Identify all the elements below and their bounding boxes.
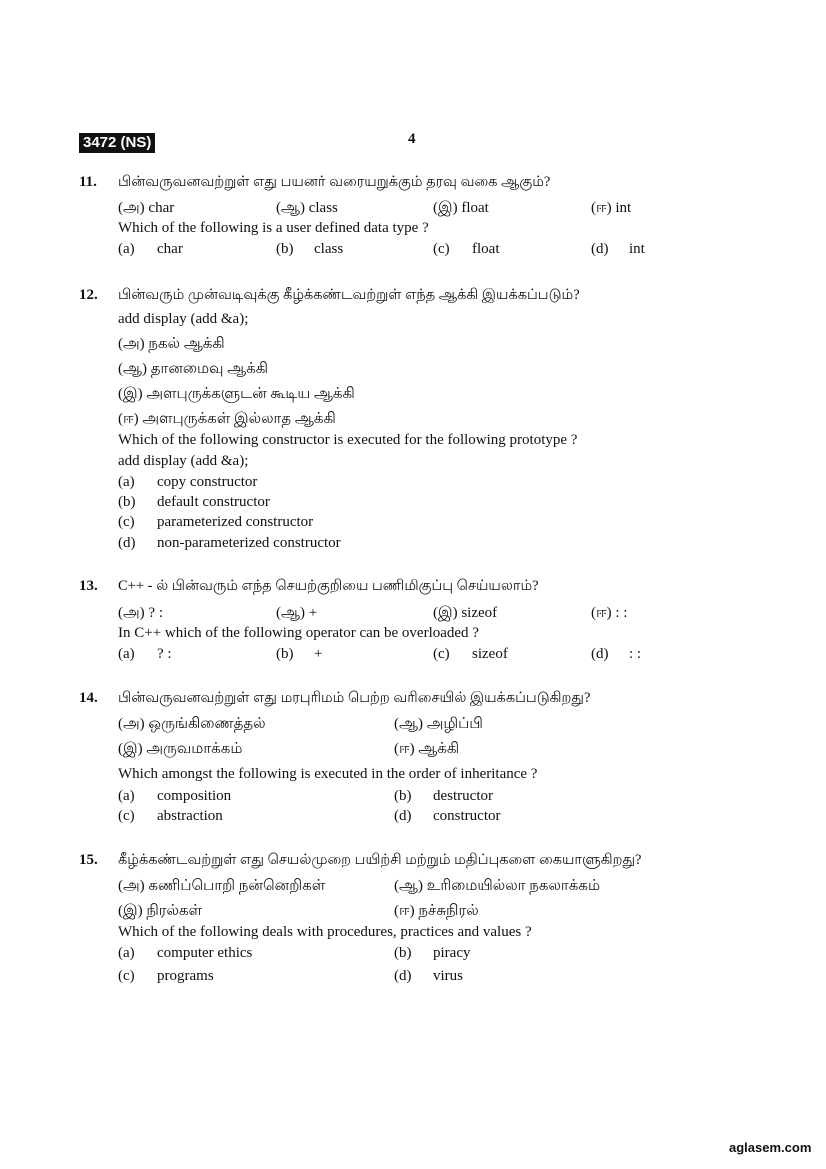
question-english: Which of the following is a user defined data type ? [118, 220, 429, 236]
option-text: destructor [433, 788, 493, 804]
option-label: (c) [118, 808, 135, 824]
option-label: (d) [118, 535, 136, 551]
option-text: abstraction [157, 808, 223, 824]
option-label: (a) [118, 474, 135, 490]
question-english: Which amongst the following is executed in the order of inheritance ? [118, 766, 538, 782]
option-label: (d) [591, 646, 609, 662]
option-label: (b) [118, 494, 136, 510]
option-text: non-parameterized constructor [157, 535, 341, 551]
tamil-option: (ஈ) : : [591, 605, 628, 621]
tamil-option: (அ) ஒருங்கிணைத்தல் [118, 716, 266, 732]
question-english: In C++ which of the following operator can be overloaded ? [118, 625, 479, 641]
option-label: (a) [118, 241, 135, 257]
tamil-option: (இ) அருவமாக்கம் [118, 741, 243, 757]
question-tamil: பின்வருவனவற்றுள் எது மரபுரிமம் பெற்ற வரிசையில் இயக்கப்படுகிறது? [118, 690, 591, 706]
option-text: composition [157, 788, 232, 804]
option-label: (a) [118, 945, 135, 961]
option-label: (c) [118, 514, 135, 530]
option-text: programs [157, 968, 214, 984]
option-text: + [314, 646, 323, 662]
tamil-option: (ஆ) class [276, 200, 338, 216]
option-text: int [629, 241, 645, 257]
question-number: 13. [79, 578, 98, 594]
code-line: add display (add &a); [118, 453, 249, 469]
tamil-option: (ஈ) அளபுருக்கள் இல்லாத ஆக்கி [118, 411, 336, 427]
option-label: (a) [118, 646, 135, 662]
tamil-option: (ஆ) உரிமையில்லா நகலாக்கம் [394, 878, 601, 894]
tamil-option: (ஆ) + [276, 605, 318, 621]
option-text: virus [433, 968, 463, 984]
question-number: 14. [79, 690, 98, 706]
question-english: Which of the following constructor is executed for the following prototype ? [118, 432, 578, 448]
option-text: copy constructor [157, 474, 258, 490]
tamil-option: (அ) char [118, 200, 175, 216]
tamil-option: (இ) அளபுருக்களுடன் கூடிய ஆக்கி [118, 386, 355, 402]
tamil-option: (அ) கணிப்பொறி நன்னெறிகள் [118, 878, 326, 894]
question-tamil: பின்வரும் முன்வடிவுக்கு கீழ்க்கண்டவற்றுள் எந்த ஆக்கி இயக்கப்படும்? [118, 287, 580, 303]
option-label: (b) [276, 646, 294, 662]
option-label: (a) [118, 788, 135, 804]
option-text: : : [629, 646, 642, 662]
option-label: (b) [394, 945, 412, 961]
question-tamil: C++ - ல் பின்வரும் எந்த செயற்குறியை பணிமிகுப்பு செய்யலாம்? [118, 578, 539, 594]
option-label: (d) [394, 808, 412, 824]
option-text: constructor [433, 808, 501, 824]
tamil-option: (ஈ) நச்சுநிரல் [394, 903, 479, 919]
tamil-option: (இ) float [433, 200, 489, 216]
option-text: class [314, 241, 344, 257]
question-english: Which of the following deals with procedures, practices and values ? [118, 924, 532, 940]
bottom-watermark-link[interactable]: aglasem.com [729, 1140, 812, 1155]
tamil-option: (ஆ) தானமைவு ஆக்கி [118, 361, 269, 377]
option-label: (b) [394, 788, 412, 804]
option-text: computer ethics [157, 945, 253, 961]
option-text: char [157, 241, 183, 257]
tamil-option: (இ) நிரல்கள் [118, 903, 203, 919]
paper-code: 3472 (NS) [79, 133, 155, 153]
question-tamil: பின்வருவனவற்றுள் எது பயனர் வரையறுக்கும் தரவு வகை ஆகும்? [118, 174, 551, 190]
option-text: parameterized constructor [157, 514, 314, 530]
tamil-option: (இ) sizeof [433, 605, 498, 621]
tamil-option: (அ) ? : [118, 605, 163, 621]
question-number: 15. [79, 852, 98, 868]
tamil-option: (அ) நகல் ஆக்கி [118, 336, 225, 352]
tamil-option: (ஈ) ஆக்கி [394, 741, 460, 757]
code-line: add display (add &a); [118, 311, 249, 327]
option-text: sizeof [472, 646, 508, 662]
option-label: (d) [394, 968, 412, 984]
tamil-option: (ஈ) int [591, 200, 632, 216]
question-tamil: கீழ்க்கண்டவற்றுள் எது செயல்முறை பயிற்சி மற்றும் மதிப்புகளை கையாளுகிறது? [118, 852, 642, 868]
question-number: 11. [79, 174, 97, 190]
option-text: float [472, 241, 500, 257]
option-label: (d) [591, 241, 609, 257]
option-text: piracy [433, 945, 471, 961]
tamil-option: (ஆ) அழிப்பி [394, 716, 483, 732]
option-label: (c) [433, 646, 450, 662]
option-label: (b) [276, 241, 294, 257]
option-text: ? : [157, 646, 172, 662]
question-number: 12. [79, 287, 98, 303]
option-text: default constructor [157, 494, 270, 510]
page-number: 4 [408, 131, 416, 147]
option-label: (c) [118, 968, 135, 984]
option-label: (c) [433, 241, 450, 257]
